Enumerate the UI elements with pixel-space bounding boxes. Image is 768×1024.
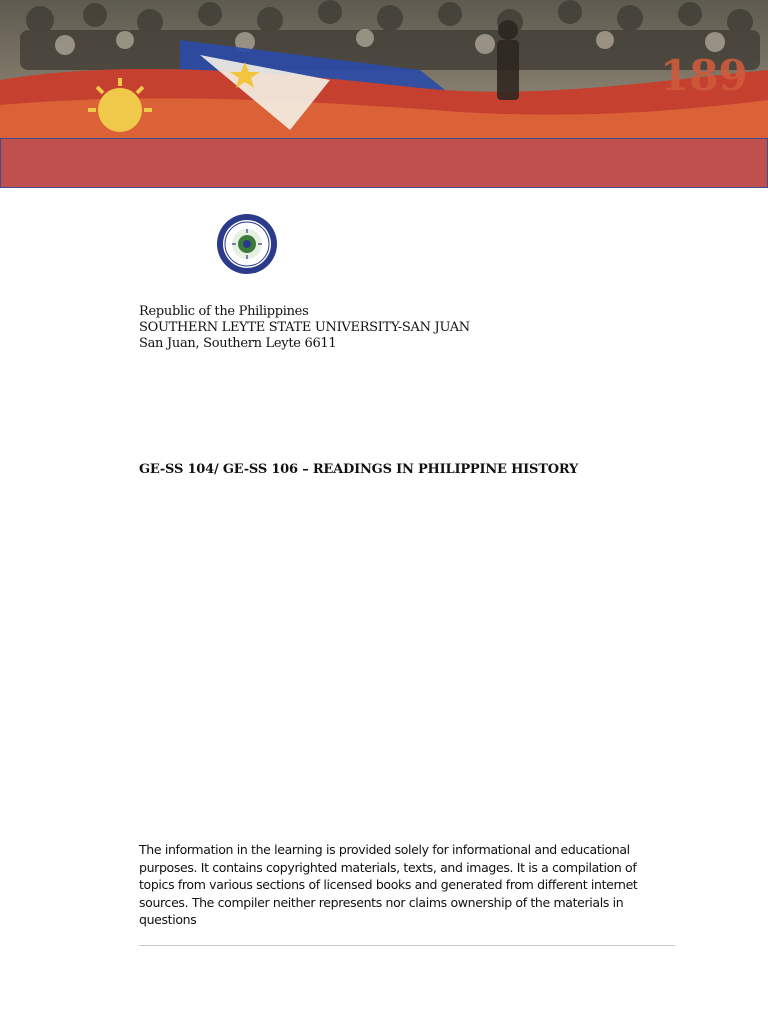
university-name-line: SOUTHERN LEYTE STATE UNIVERSITY-SAN JUAN (139, 320, 470, 335)
location-line: San Juan, Southern Leyte 6611 (139, 336, 337, 351)
country-line: Republic of the Philippines (139, 304, 309, 319)
historical-collage-illustration (0, 0, 768, 138)
university-seal-logo (216, 213, 278, 275)
institution-address-block (139, 304, 470, 352)
footer-divider (139, 945, 675, 946)
title-color-band (0, 138, 768, 188)
course-title: GE-SS 104/ GE-SS 106 – READINGS IN PHILIPPINE HISTORY (139, 462, 579, 477)
disclaimer-paragraph: The information in the learning is provided solely for informational and educational purposes. It contains copyrighted materials, texts, and images. It is a compilation of topics from various sections of licensed books and generated from different internet sources. The compiler neither represents nor claims ownership of the materials in questions (139, 842, 638, 928)
banner-year-text: 189 (660, 51, 748, 100)
header-banner-image (0, 0, 768, 138)
